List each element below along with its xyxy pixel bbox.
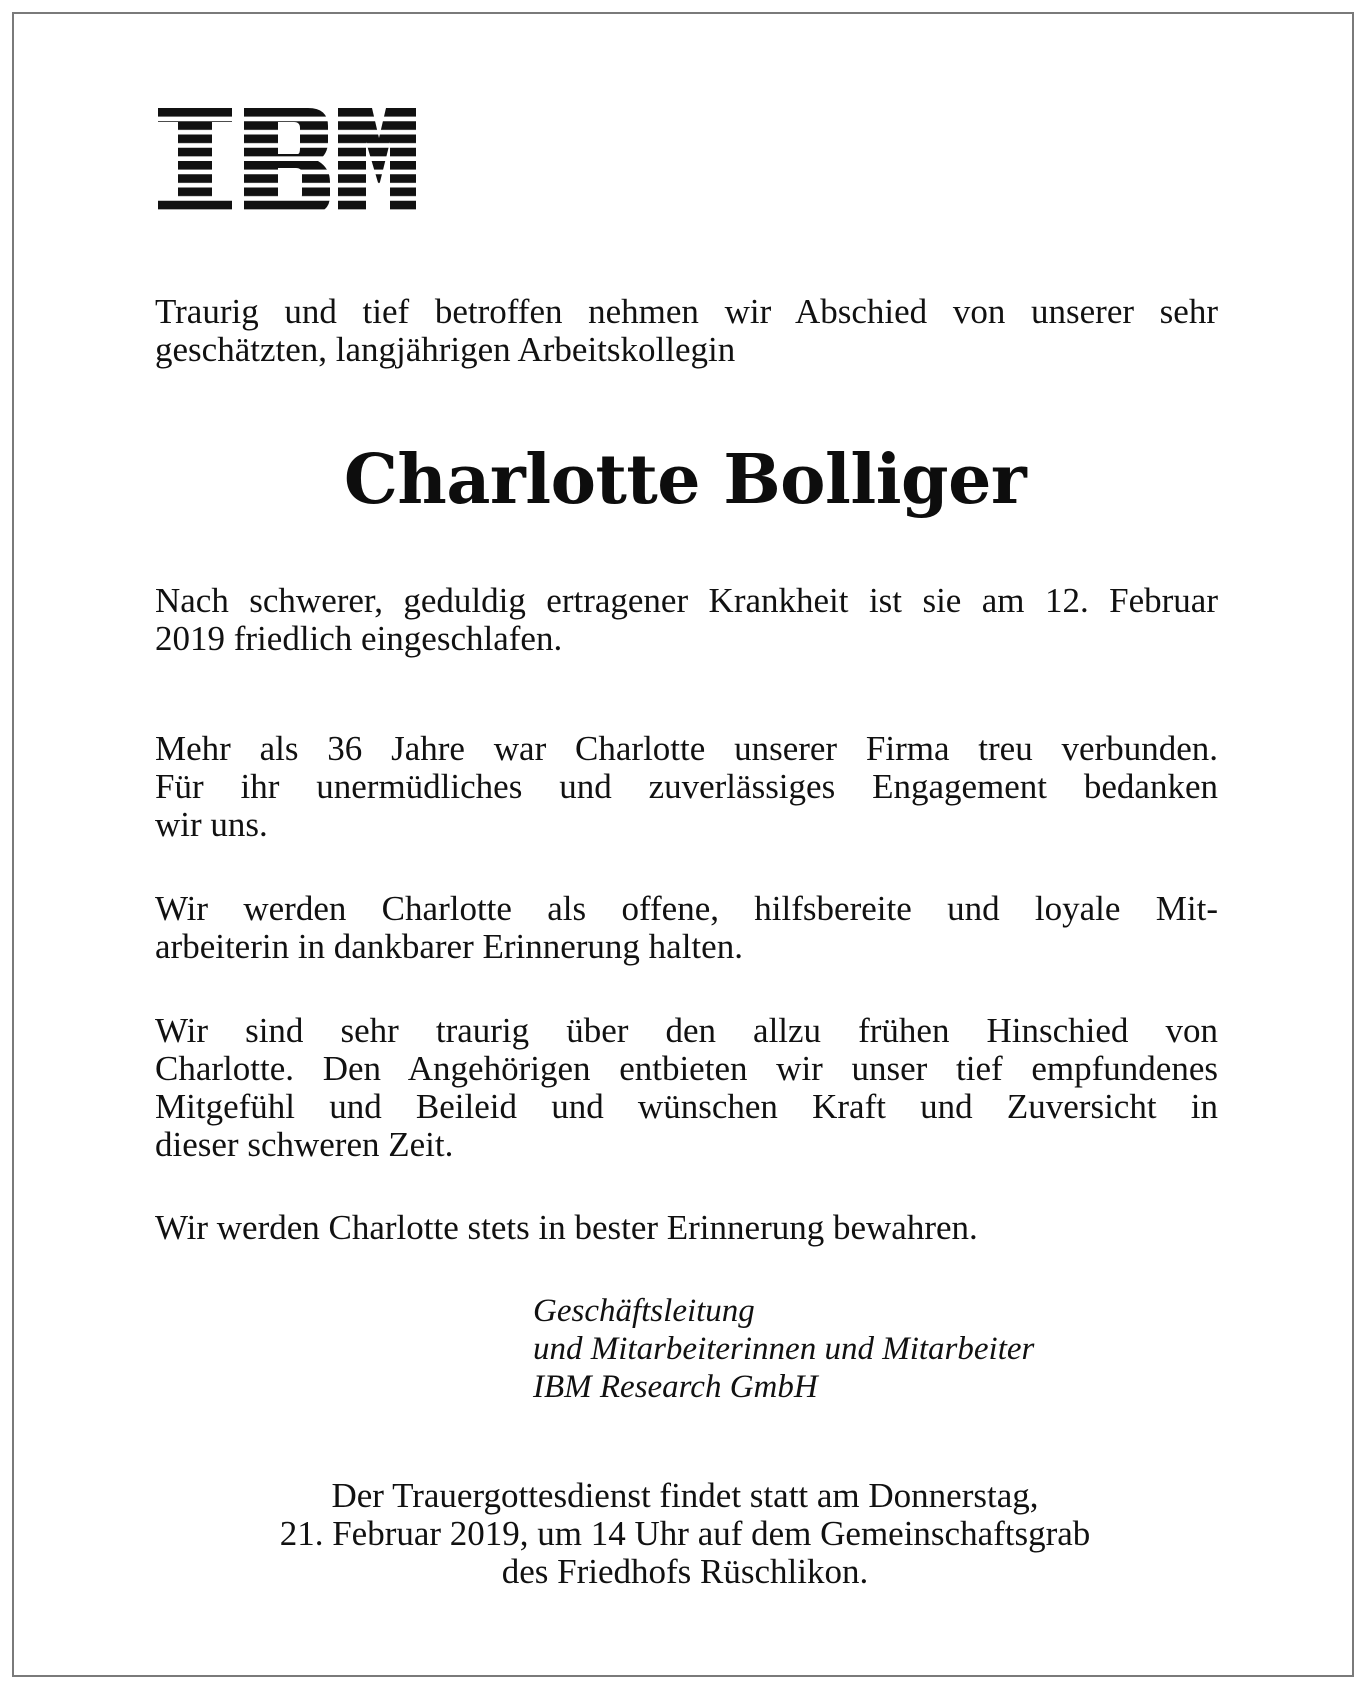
intro-line: geschätzten, langjährigen Arbeitskollegin: [155, 330, 736, 369]
funeral-service-notice: [0, 1477, 1370, 1591]
paragraph-line: Mehr als 36 Jahre war Charlotte unserer Firma treu verbunden.: [155, 729, 1218, 768]
paragraph-line: Mitgefühl und Beileid und wünschen Kraft und Zuversicht in: [155, 1087, 1218, 1126]
paragraph-line: Für ihr unermüdliches und zuverlässiges Engagement bedanken: [155, 767, 1218, 806]
service-line: Der Trauergottesdienst findet statt am Donnerstag,: [331, 1476, 1039, 1515]
signature-line: Geschäftsleitung: [533, 1293, 755, 1329]
ibm-logo: [158, 108, 416, 214]
paragraph-line: Wir werden Charlotte als offene, hilfsbereite und loyale Mit-: [155, 889, 1218, 928]
paragraph-line: Wir werden Charlotte stets in bester Erinnerung bewahren.: [155, 1208, 978, 1247]
deceased-name: Charlotte Bolliger: [343, 440, 1027, 520]
paragraph-remembrance: [155, 890, 1218, 966]
paragraph-line: Wir sind sehr traurig über den allzu frühen Hinschied von: [155, 1011, 1218, 1050]
signature-block: [533, 1292, 1034, 1406]
paragraph-line: 2019 friedlich eingeschlafen.: [155, 619, 563, 658]
paragraph-service-years: [155, 730, 1218, 844]
paragraph-line: dieser schweren Zeit.: [155, 1125, 454, 1164]
paragraph-line: arbeiterin in dankbarer Erinnerung halten.: [155, 927, 743, 966]
intro-line: Traurig und tief betroffen nehmen wir Abschied von unserer sehr: [155, 292, 1218, 331]
paragraph-line: Nach schwerer, geduldig ertragener Krankheit ist sie am 12. Februar: [155, 581, 1218, 620]
signature-line: IBM Research GmbH: [533, 1369, 818, 1405]
signature-line: und Mitarbeiterinnen und Mitarbeiter: [533, 1331, 1035, 1367]
paragraph-closing: [155, 1209, 1218, 1247]
paragraph-condolences: [155, 1012, 1218, 1164]
intro-text: [155, 293, 1218, 369]
page-frame: [12, 12, 1354, 1677]
service-line: des Friedhofs Rüschlikon.: [501, 1552, 869, 1591]
paragraph-passing: [155, 582, 1218, 658]
paragraph-line: Charlotte. Den Angehörigen entbieten wir unser tief empfundenes: [155, 1049, 1218, 1088]
paragraph-line: wir uns.: [155, 805, 268, 844]
service-line: 21. Februar 2019, um 14 Uhr auf dem Gemeinschaftsgrab: [279, 1514, 1091, 1553]
